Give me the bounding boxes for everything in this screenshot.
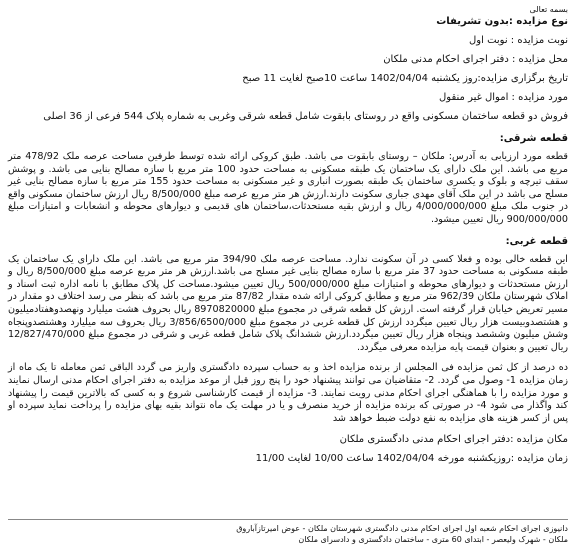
footer-divider xyxy=(8,519,568,520)
auction-terms: ده درصد از کل ثمن مزایده فی المجلس از برنده مزایده اخذ و به حساب سپرده دادگستری واریز می گردد الباقی ثمن معامله تا یک ماه از زمان مزایده 1- وصول می گردد. 2- متقاضیان می توانند پیشنهاد خود را پنج روز قبل از موعد مزایده به دفتر اجرای احکام مدنی ارسال نمایند و مورد مزایده را با هماهنگی اجرای احکام مدنی رویت نمایند. 3- مزایده از قیمت کارشناسی شروع و به کسی که بالاترین قیمت را پیشنهاد کند واگذار می شود 4- در صورتی که برنده مزایده از خرید منصرف و یا در مهلت یک ماه نتواند بقیه بهای مزایده را پرداخت نماید سپرده او پس از کسر هزینه های مزایده به نفع دولت ضبط خواهد شد xyxy=(8,362,568,424)
auction-venue: محل مزایده : دفتر اجرای احکام مدنی ملکان xyxy=(383,54,568,65)
invocation-text: بسمه تعالی xyxy=(529,5,568,14)
footer-signatory: دانیوزی اجرای احکام شعبه اول اجرای احکام مدنی دادگستری شهرستان ملکان - عوض امیرتازآباروق xyxy=(236,524,568,533)
closing-venue: مکان مزایده :دفتر اجرای احکام مدنی دادگستری ملکان xyxy=(339,434,568,446)
east-parcel-heading: قطعه شرقی: xyxy=(499,133,568,144)
document-footer xyxy=(8,519,568,545)
west-parcel-description: این قطعه خالی بوده و فعلا کسی در آن سکونت ندارد. مساحت عرصه ملک 394/90 متر مربع می باشد. این ملک دارای یک ساختمان یک طبقه مسکونی به مساحت حدود 37 متر مربع با سازه مصالح بنایی غیر مسلح می باشد.ارزش هر متر مربع عرصه مبلغ 8/500/000 ریال و ارزش مستحدثات و دیوارهای محوطه و امتیازات مبلغ 500/000/000 ریال تعیین میشود.مساحت کل پلاک مطابق با نامه اداره ثبت اسناد و املاک شهرستان ملکان 962/39 متر مربع و مطابق کروکی ارائه شده مقدار 87/82 متر مربع می باشد که بنظر می رسد اختلاف دو مقدار در مسیر تعریض خیابان قرار گرفته است. ارزش کل قطعه شرقی در مجموع مبلغ 8970820000 ریال بحروف هشت میلیارد ونهصدوهفتادمیلیون و هشتصدوبیست هزار ریال تعیین میگردد ارزش کل قطعه غربی در مجموع مبلغ 3/856/6500/000 ریال بحروف سه میلیارد وهشتصدوپنجاه وشش میلیون وششصد وپنجاه هزار ریال تعیین میگردد.ارزش ششدانگ پلاک شامل قطعه غربی و شرقی در مجموع مبلغ 12/827/470/000 ریال تعیین و بعنوان قیمت پایه مزایده معرفی میگردد. xyxy=(8,253,568,353)
closing-time: زمان مزایده :روزیکشنبه مورخه 1402/04/04 ساعت 10/00 لغایت 11/00 xyxy=(255,453,568,465)
auction-datetime: تاریخ برگزاری مزایده:روز یکشنبه 1402/04/04 ساعت 10صبح لغایت 11 صبح xyxy=(242,73,568,84)
west-parcel-heading: قطعه غربی: xyxy=(505,235,568,247)
auction-type: نوع مزایده :بدون تشریفات xyxy=(436,16,568,27)
sale-intro: فروش دو قطعه ساختمان مسکونی واقع در روستای بابقوت شامل قطعه شرقی وغربی به شماره پلاک 544 فرعی از 36 اصلی xyxy=(43,111,568,122)
auction-subject: مورد مزایده : اموال غیر منقول xyxy=(439,92,568,103)
auction-round: نوبت مزایده : نوبت اول xyxy=(469,35,568,46)
east-parcel-description: قطعه مورد ارزیابی به آدرس: ملکان – روستای بابقوت می باشد. طبق کروکی ارائه شده توسط طرفین مساحت عرصه ملک 478/92 متر مربع می باشد. این ملک دارای یک ساختمان یک طبقه مسکونی به مساحت حدود 100 متر مربع با سازه مصالح بنایی می باشد. و پوشش سقف تیرچه و بلوک و یکسری ساختمان یک طبقه بصورت انباری و غیر مسکونی به مساحت حدود 155 متر مربع با سازه مصالح بنایی غیر مسلح می باشد در این ملک آقای مهدی جباری سکونت دارند.ارزش هر متر مربع عرصه مبلغ 8/500/000 ریال ارزش ساختمان مسکونی واقع در جنوب ملک مبلغ 4/000/000/000 ریال و ارزش بقیه مستحدثات،ساختمان های قدیمی و دیوارهای محوطه و انشعابات و امتیازات مبلغ 900/000/000 ریال تعیین میشود. xyxy=(8,151,568,225)
footer-address: ملکان - شهرک ولیعصر - ابتدای 60 متری - ساختمان دادگستری و دادسرای ملکان xyxy=(298,535,568,544)
